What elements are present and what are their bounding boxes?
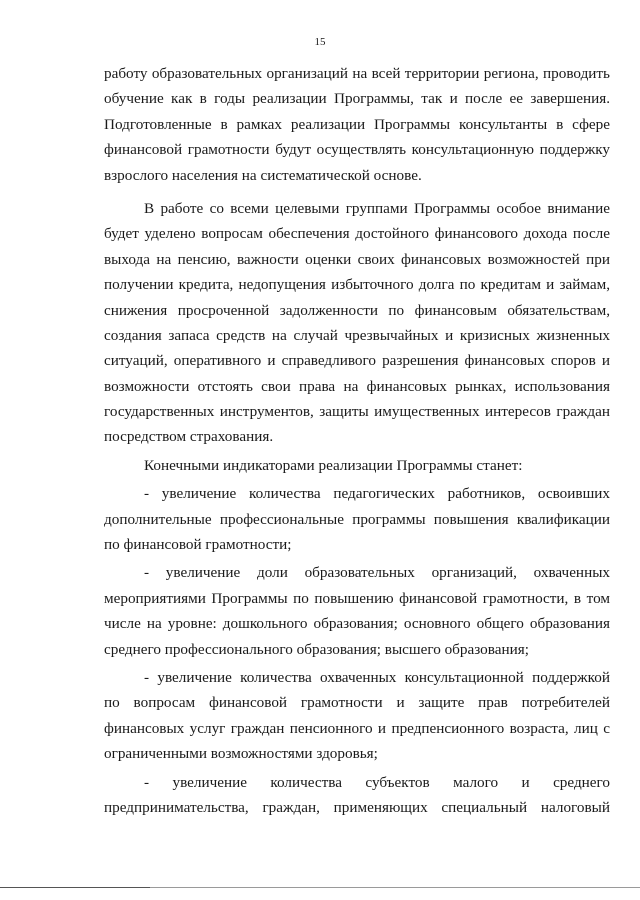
- text-line: ситуаций, оперативного и справедливого разрешения финансовых споров и: [104, 352, 610, 370]
- text-line: предпринимательства, граждан, применяющих специальный налоговый: [104, 798, 610, 816]
- text-line: Подготовленные в рамках реализации Программы консультанты в сфере: [104, 115, 610, 133]
- text-line: Конечными индикаторами реализации Программы станет:: [144, 456, 523, 474]
- text-line: дополнительные профессиональные программы повышения квалификации: [104, 510, 610, 528]
- list-item-4: [104, 770, 610, 821]
- body-text: [104, 61, 610, 820]
- text-line: создания запаса средств на случай чрезвычайных и кризисных жизненных: [104, 326, 610, 344]
- text-line: числе на уровне: дошкольного образования; основного общего образования: [104, 615, 610, 633]
- text-line: взрослого населения на систематической основе.: [104, 166, 422, 184]
- text-line: - увеличение количества охваченных консультационной поддержкой: [144, 668, 610, 686]
- text-line: посредством страхования.: [104, 428, 274, 446]
- text-line: выхода на пенсию, важности оценки своих финансовых возможностей при: [104, 250, 610, 268]
- text-line: возможности отстоять свои права на финансовых рынках, использования: [104, 377, 610, 395]
- text-line: финансовой грамотности будут осуществлять консультационную поддержку: [104, 141, 610, 159]
- text-line: ограниченными возможностями здоровья;: [104, 745, 378, 763]
- paragraph-3: [104, 453, 610, 478]
- text-line: обучение как в годы реализации Программы, так и после ее завершения.: [104, 90, 610, 108]
- list-item-3: [104, 665, 610, 767]
- paragraph-1: [104, 61, 610, 188]
- text-line: получении кредита, недопущения избыточного долга по кредитам и займам,: [104, 276, 610, 294]
- page-number: 15: [314, 36, 326, 48]
- list-item-1: [104, 481, 610, 557]
- text-line: В работе со всеми целевыми группами Программы особое внимание: [144, 199, 610, 217]
- text-line: будет уделено вопросам обеспечения достойного финансового дохода после: [104, 225, 610, 243]
- text-line: финансовых услуг граждан пенсионного и предпенсионного возраста, лиц с: [104, 719, 610, 737]
- text-line: работу образовательных организаций на всей территории региона, проводить: [104, 65, 610, 82]
- text-line: среднего профессионального образования; высшего образования;: [104, 640, 529, 658]
- list-item-2: [104, 560, 610, 662]
- text-line: по финансовой грамотности;: [104, 536, 292, 554]
- text-line: по вопросам финансовой грамотности и защите прав потребителей: [104, 694, 610, 712]
- paragraph-2: [104, 196, 610, 450]
- scan-edge-line-dark: [0, 887, 150, 888]
- text-line: - увеличение доли образовательных организаций, охваченных: [144, 564, 610, 582]
- text-line: мероприятиями Программы по повышению финансовой грамотности, в том: [104, 589, 610, 607]
- text-line: - увеличение количества педагогических работников, освоивших: [144, 485, 610, 503]
- text-line: государственных инструментов, защиты имущественных интересов граждан: [104, 403, 610, 421]
- text-line: снижения просроченной задолженности по финансовым обязательствам,: [104, 301, 610, 319]
- text-line: - увеличение количества субъектов малого и среднего: [144, 773, 610, 791]
